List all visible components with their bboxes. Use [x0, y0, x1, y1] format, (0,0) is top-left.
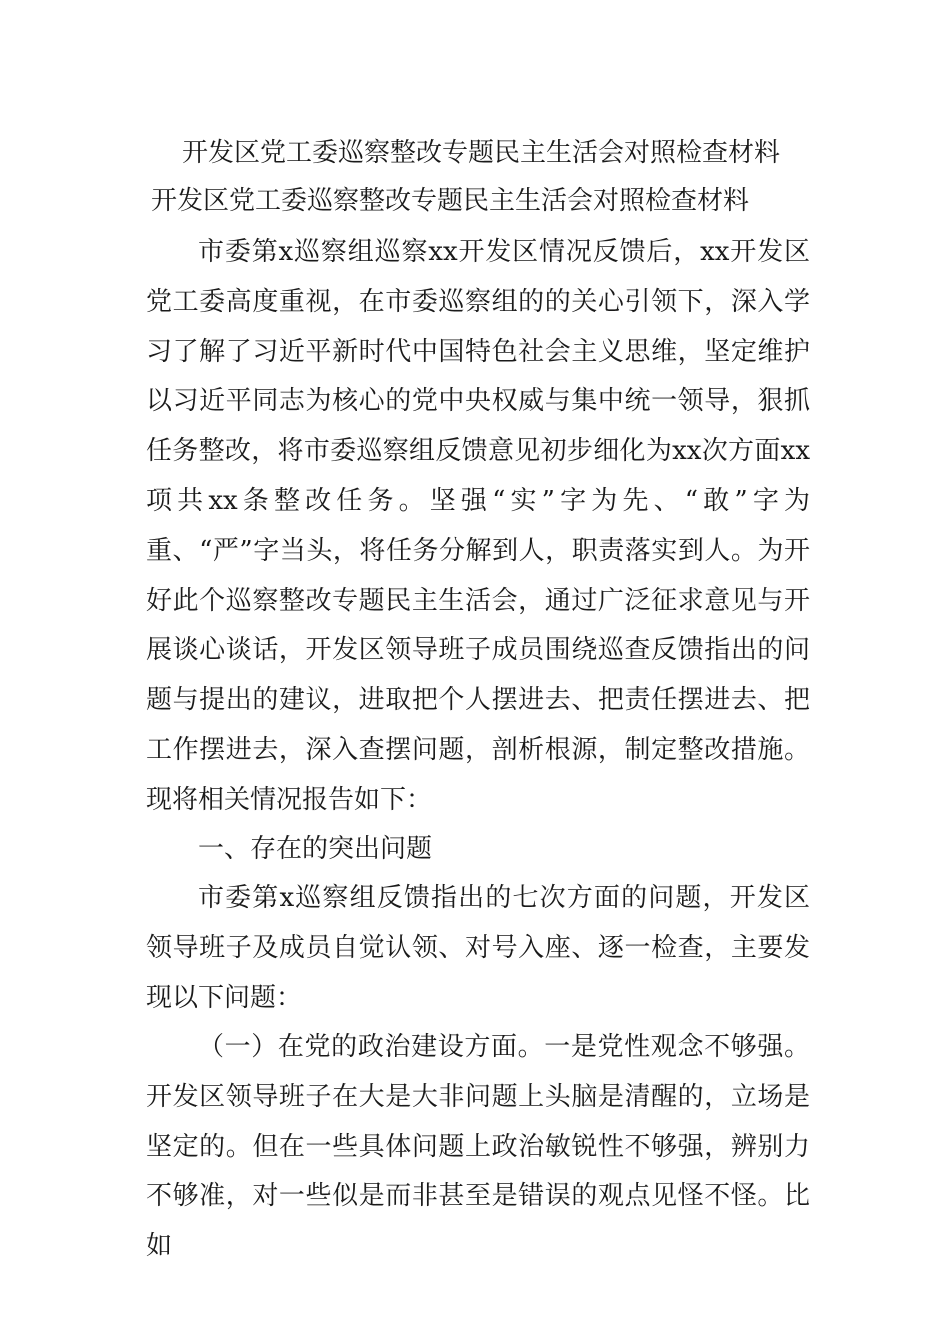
document-title-2: 开发区党工委巡察整改专题民主生活会对照检查材料 — [151, 186, 750, 216]
paragraph-issues-intro: 市委第x巡察组反馈指出的七次方面的问题，开发区领导班子及成员自觉认领、对号入座、逐一检查，主要发现以下问题： — [146, 883, 810, 1013]
section-heading-1: 一、存在的突出问题 — [198, 834, 433, 864]
document-title-1: 开发区党工委巡察整改专题民主生活会对照检查材料 — [182, 138, 781, 168]
paragraph-intro: 市委第x巡察组巡察xx开发区情况反馈后，xx开发区党工委高度重视，在市委巡察组的的关心引领下，深入学习了解了习近平新时代中国特色社会主义思维，坚定维护以习近平同志为核心的党中央权威与集中统一领导，狠抓任务整改，将市委巡察组反馈意见初步细化为xx次方面xx项共xx条整改任务。坚强“实”字为先、“敢”字为重、“严”字当头，将任务分解到人，职责落实到人。为开好此个巡察整改专题民主生活会，通过广泛征求意见与开展谈心谈话，开发区领导班子成员围绕巡查反馈指出的问题与提出的建议，进取把个人摆进去、把责任摆进去、把工作摆进去，深入查摆问题，剖析根源，制定整改措施。现将相关情况报告如下： — [146, 237, 810, 815]
paragraph-political-building: （一）在党的政治建设方面。一是党性观念不够强。开发区领导班子在大是大非问题上头脑是清醒的，立场是坚定的。但在一些具体问题上政治敏锐性不够强，辨别力不够准，对一些似是而非甚至是错误的观点见怪不怪。比如 — [146, 1032, 810, 1262]
